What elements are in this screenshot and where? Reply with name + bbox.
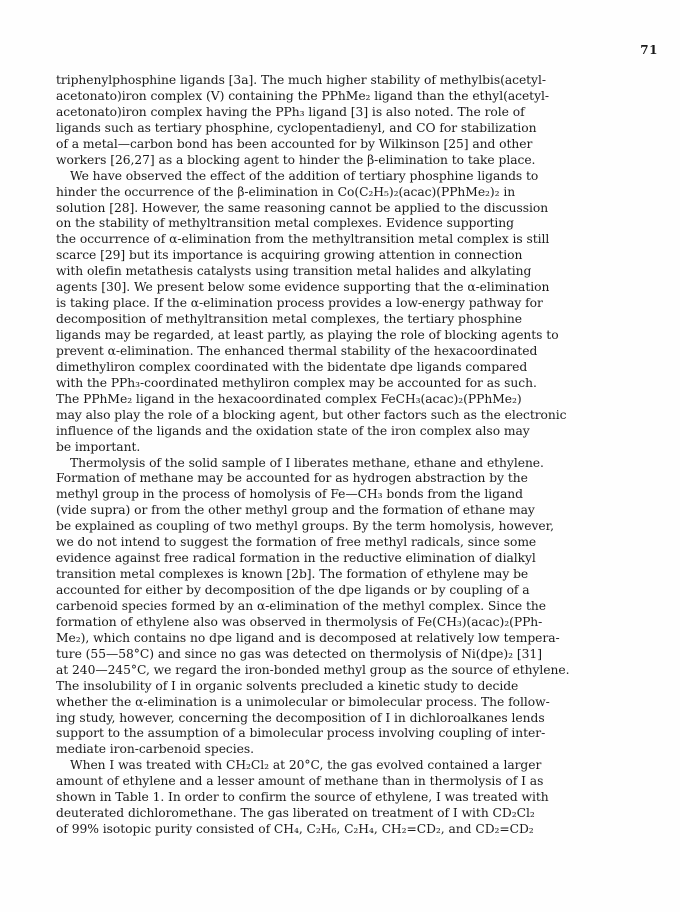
text-line: formation of ethylene also was observed in thermolysis of Fe(CH₃)(acac)₂(PPh-: [56, 614, 543, 629]
text-line: be explained as coupling of two methyl groups. By the term homolysis, however,: [56, 519, 554, 534]
text-line: agents [30]. We present below some evidence supporting that the α-elimination: [56, 280, 550, 295]
text-line: dimethyliron complex coordinated with the bidentate dpe ligands compared: [56, 359, 528, 374]
text-line: mediate iron-carbenoid species.: [56, 742, 254, 757]
text-line: of a metal—carbon bond has been accounted for by Wilkinson [25] and other: [56, 136, 533, 151]
text-line: we do not intend to suggest the formation of free methyl radicals, since some: [56, 535, 537, 550]
body-text: [56, 73, 628, 838]
text-line: shown in Table 1. In order to confirm the source of ethylene, I was treated with: [56, 790, 549, 805]
text-line: acetonato)iron complex (V) containing the PPhMe₂ ligand than the ethyl(acetyl-: [56, 88, 549, 103]
text-line: ture (55—58°C) and since no gas was detected on thermolysis of Ni(dpe)₂ [31]: [56, 646, 542, 661]
text-line: methyl group in the process of homolysis of Fe—CH₃ bonds from the ligand: [56, 487, 523, 502]
text-line: carbenoid species formed by an α-elimination of the methyl complex. Since the: [56, 598, 546, 613]
text-line: with the PPh₃-coordinated methyliron complex may be accounted for as such.: [56, 375, 537, 390]
text-line: prevent α-elimination. The enhanced thermal stability of the hexacoordinated: [56, 343, 538, 358]
text-line: scarce [29] but its importance is acquiring growing attention in connection: [56, 248, 523, 263]
text-line: We have observed the effect of the addition of tertiary phosphine ligands to: [70, 168, 539, 183]
text-line: accounted for either by decomposition of the dpe ligands or by coupling of a: [56, 583, 530, 597]
text-line: support to the assumption of a bimolecular process involving coupling of inter-: [56, 726, 546, 741]
text-line: be important.: [56, 439, 141, 454]
text-line: Formation of methane may be accounted for as hydrogen abstraction by the: [56, 471, 528, 486]
text-line: workers [26,27] as a blocking agent to hinder the β-elimination to take place.: [56, 152, 536, 167]
text-line: may also play the role of a blocking agent, but other factors such as the electronic: [56, 407, 567, 422]
text-line: at 240—245°C, we regard the iron-bonded methyl group as the source of ethylene.: [56, 662, 570, 677]
text-line: Me₂), which contains no dpe ligand and is decomposed at relatively low tempera-: [56, 630, 560, 645]
text-line: (vide supra) or from the other methyl group and the formation of ethane may: [56, 503, 535, 518]
text-line: is taking place. If the α-elimination process provides a low-energy pathway for: [56, 296, 543, 311]
text-line: The insolubility of I in organic solvents precluded a kinetic study to decide: [56, 678, 519, 693]
text-line: with olefin metathesis catalysts using transition metal halides and alkylating: [56, 264, 532, 279]
text-line: amount of ethylene and a lesser amount of methane than in thermolysis of I as: [56, 774, 544, 789]
text-line: evidence against free radical formation in the reductive elimination of dialkyl: [56, 551, 536, 566]
text-line: ligands such as tertiary phosphine, cyclopentadienyl, and CO for stabilization: [56, 120, 537, 135]
text-line: ligands may be regarded, at least partly, as playing the role of blocking agents to: [56, 328, 559, 342]
text-line: of 99% isotopic purity consisted of CH₄, C₂H₆, C₂H₄, CH₂=CD₂, and CD₂=CD₂: [56, 822, 534, 837]
text-line: triphenylphosphine ligands [3a]. The much higher stability of methylbis(acetyl-: [56, 73, 546, 87]
text-line: transition metal complexes is known [2b]. The formation of ethylene may be: [56, 567, 529, 582]
text-line: the occurrence of α-elimination from the methyltransition metal complex is still: [56, 232, 550, 247]
text-line: influence of the ligands and the oxidation state of the iron complex also may: [56, 423, 530, 438]
text-line: decomposition of methyltransition metal complexes, the tertiary phosphine: [56, 312, 522, 327]
text-line: acetonato)iron complex having the PPh₃ ligand [3] is also noted. The role of: [56, 104, 525, 119]
text-line: whether the α-elimination is a unimolecular or bimolecular process. The follow-: [56, 694, 550, 709]
text-line: hinder the occurrence of the β-elimination in Co(C₂H₅)₂(acac)(PPhMe₂)₂ in: [56, 184, 516, 199]
text-line: deuterated dichloromethane. The gas liberated on treatment of I with CD₂Cl₂: [56, 806, 535, 821]
text-line: When I was treated with CH₂Cl₂ at 20°C, the gas evolved contained a larger: [70, 758, 542, 773]
page-number: 71: [640, 43, 658, 57]
text-line: on the stability of methyltransition metal complexes. Evidence supporting: [56, 216, 514, 231]
text-line: Thermolysis of the solid sample of I liberates methane, ethane and ethylene.: [70, 455, 544, 470]
text-line: ing study, however, concerning the decomposition of I in dichloroalkanes lends: [56, 710, 545, 725]
text-line: The PPhMe₂ ligand in the hexacoordinated complex FeCH₃(acac)₂(PPhMe₂): [56, 391, 522, 406]
text-line: solution [28]. However, the same reasoning cannot be applied to the discussion: [56, 200, 549, 215]
